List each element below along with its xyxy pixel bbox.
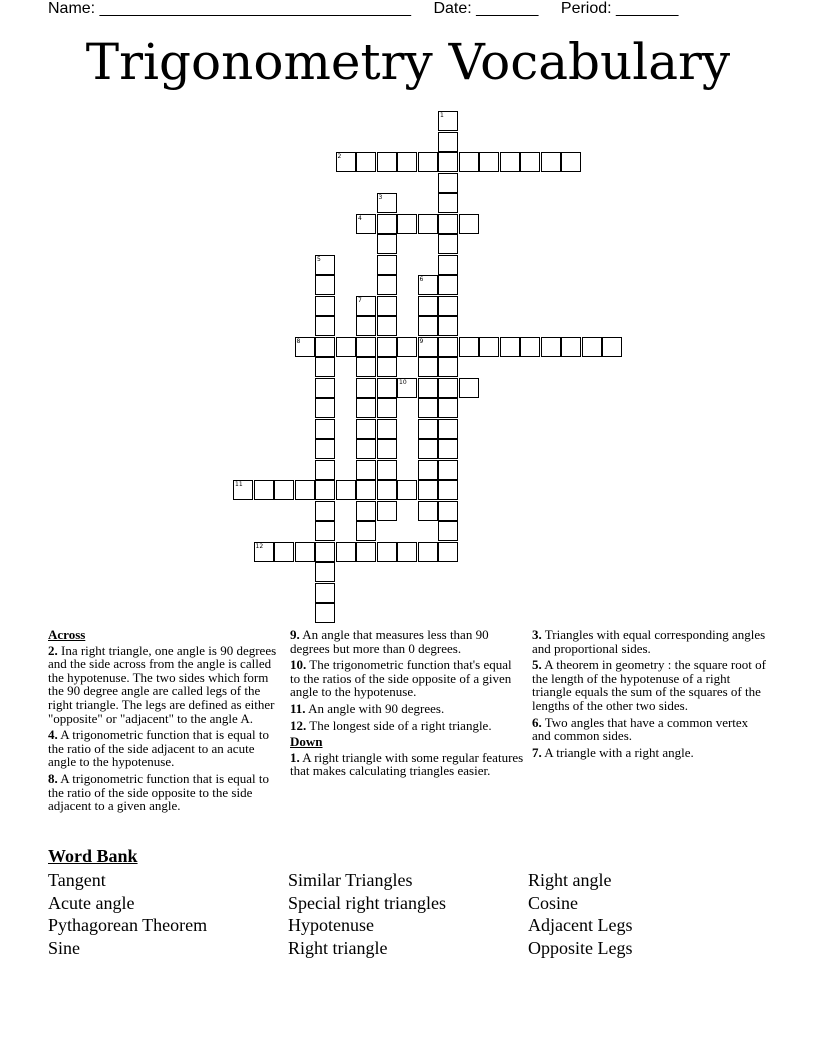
word-bank-item: Sine [48,937,81,958]
crossword-cell[interactable] [438,398,458,418]
crossword-cell[interactable] [274,542,294,562]
crossword-cell[interactable] [377,337,397,357]
crossword-cell[interactable] [561,337,581,357]
crossword-cell[interactable] [438,275,458,295]
crossword-cell[interactable] [356,439,376,459]
crossword-cell[interactable] [315,337,335,357]
crossword-cell[interactable] [459,378,479,398]
crossword-cell[interactable] [602,337,622,357]
word-bank-item: Adjacent Legs [528,915,633,936]
crossword-cell[interactable] [418,357,438,377]
crossword-cell[interactable] [438,316,458,336]
crossword-cell[interactable] [377,255,397,275]
clue-number: 7 [358,296,362,304]
crossword-cell[interactable] [315,439,335,459]
crossword-cell[interactable] [438,152,458,172]
crossword-cell[interactable] [438,542,458,562]
crossword-cell[interactable] [582,337,602,357]
crossword-cell[interactable] [377,480,397,500]
crossword-cell[interactable] [418,419,438,439]
crossword-cell[interactable] [377,214,397,234]
crossword-cell[interactable] [397,378,417,398]
crossword-cell[interactable] [541,152,561,172]
crossword-cell[interactable] [356,337,376,357]
crossword-cell[interactable] [274,480,294,500]
crossword-cell[interactable] [418,460,438,480]
crossword-cell[interactable] [438,378,458,398]
crossword-cell[interactable] [377,316,397,336]
crossword-cell[interactable] [438,173,458,193]
crossword-cell[interactable] [356,501,376,521]
crossword-cell[interactable] [315,419,335,439]
crossword-cell[interactable] [377,439,397,459]
crossword-cell[interactable] [356,398,376,418]
crossword-cell[interactable] [418,542,438,562]
crossword-cell[interactable] [418,337,438,357]
word-bank-item: Pythagorean Theorem [48,915,208,936]
crossword-cell[interactable] [438,337,458,357]
crossword-cell[interactable] [254,480,274,500]
crossword-cell[interactable] [315,480,335,500]
clue-down-7: 7. A triangle with a right angle. [532,744,694,760]
clue-down-3: 3. Triangles with equal corresponding angles and proportional sides. [532,627,766,656]
crossword-cell[interactable] [356,357,376,377]
clue-number: 3 [378,194,383,201]
crossword-cell[interactable] [356,542,376,562]
crossword-cell[interactable] [438,480,458,500]
clue-across-10: 10. The trigonometric function that's equal to the ratios of the side opposite of a given angle to the hypotenuse. [290,657,512,700]
clue-number: 8 [296,337,301,345]
crossword-cell[interactable] [438,296,458,316]
crossword-cell[interactable] [438,357,458,377]
word-bank-item: Special right triangles [288,892,446,913]
crossword-cell[interactable] [479,152,499,172]
crossword-cell[interactable] [356,460,376,480]
crossword-cell[interactable] [315,275,335,295]
clue-number: 9 [419,337,424,345]
crossword-cell[interactable] [438,439,458,459]
crossword-cell[interactable] [418,378,438,398]
clue-across-8: 8. A trigonometric function that is equal to the ratio of the side opposite to the side adjacent to a given angle. [48,770,269,814]
crossword-cell[interactable] [336,480,356,500]
down-heading: Down [290,734,323,750]
word-bank-item: Similar Triangles [288,870,413,890]
word-bank-title: Word Bank [48,846,138,866]
crossword-cell[interactable] [356,378,376,398]
crossword-cell[interactable] [377,419,397,439]
crossword-cell[interactable] [377,398,397,418]
word-bank-item: Cosine [528,892,579,913]
crossword-cell[interactable] [233,480,253,500]
crossword-cell[interactable] [377,296,397,316]
crossword-cell[interactable] [459,337,479,357]
clue-column-3 [532,628,766,762]
crossword-cell[interactable] [520,152,540,172]
clue-down-1: 1. A right triangle with some regular features that makes calculating triangles easier. [290,749,524,779]
period-field[interactable]: Period: _______ [560,0,679,17]
crossword-cell[interactable] [336,152,356,172]
crossword-cell[interactable] [418,398,438,418]
clue-across-4: 4. A trigonometric function that is equal to the ratio of the side adjacent to an acute angle to the hypotenuse. [48,727,269,770]
crossword-cell[interactable] [418,480,438,500]
crossword-cell[interactable] [315,501,335,521]
crossword-cell[interactable] [356,214,376,234]
clue-across-9: 9. An angle that measures less than 90 degrees but more than 0 degrees. [290,627,489,656]
crossword-cell[interactable] [438,460,458,480]
clue-column-2 [290,628,524,781]
clue-number: 2 [337,153,342,160]
crossword-cell[interactable] [500,152,520,172]
across-heading: Across [48,627,86,642]
clue-across-12: 12. The longest side of a right triangle. [290,717,492,733]
crossword-cell[interactable] [397,542,417,562]
crossword-cell[interactable] [315,583,335,603]
crossword-cell[interactable] [438,255,458,275]
crossword-cell[interactable] [315,542,335,562]
page-title: Trigonometry Vocabulary [85,33,731,91]
crossword-cell[interactable] [418,214,438,234]
crossword-cell[interactable] [356,521,376,541]
crossword-cell[interactable] [397,152,417,172]
crossword-cell[interactable] [295,480,315,500]
crossword-cell[interactable] [377,275,397,295]
crossword-cell[interactable] [336,542,356,562]
crossword-cell[interactable] [459,214,479,234]
crossword-cell[interactable] [418,316,438,336]
crossword-cell[interactable] [520,337,540,357]
crossword-cell[interactable] [377,460,397,480]
crossword-cell[interactable] [561,152,581,172]
crossword-cell[interactable] [377,234,397,254]
crossword-cell[interactable] [397,480,417,500]
crossword-cell[interactable] [377,193,397,213]
crossword-cell[interactable] [356,152,376,172]
crossword-cell[interactable] [377,542,397,562]
crossword-cell[interactable] [315,378,335,398]
crossword-cell[interactable] [438,132,458,152]
word-bank [48,845,768,959]
clue-number: 5 [317,255,321,263]
word-bank-item: Acute angle [48,892,135,913]
clue-across-11: 11. An angle with 90 degrees. [290,700,445,716]
crossword-cell[interactable] [438,419,458,439]
clue-number: 4 [358,214,362,222]
crossword-cell[interactable] [356,296,376,316]
clue-number: 1 [440,112,444,119]
crossword-cell[interactable] [438,214,458,234]
date-field[interactable]: Date: _______ [433,0,539,17]
crossword-cell[interactable] [418,439,438,459]
crossword-cell[interactable] [254,542,274,562]
crossword-cell[interactable] [459,152,479,172]
crossword-cell[interactable] [418,275,438,295]
word-bank-item: Right angle [528,870,612,890]
crossword-cell[interactable] [315,460,335,480]
clue-number: 6 [419,276,424,283]
crossword-cell[interactable] [541,337,561,357]
clue-down-5: 5. A theorem in geometry : the square root of the length of the hypotenuse of a right triangle equals the sum of the squares of the lengths of the other two sides. [532,657,766,713]
clue-number: 12 [255,542,264,550]
crossword-cell[interactable] [315,357,335,377]
crossword-cell[interactable] [500,337,520,357]
crossword-cell[interactable] [356,419,376,439]
crossword-cell[interactable] [377,152,397,172]
clue-number: 11 [235,481,243,488]
word-bank-item: Hypotenuse [288,915,374,936]
crossword-cell[interactable] [438,111,458,131]
crossword-cell[interactable] [336,337,356,357]
clue-number: 10 [399,378,407,386]
clue-column-1 [48,628,282,816]
crossword-cell[interactable] [315,316,335,336]
crossword-cell[interactable] [315,603,335,623]
crossword-cell[interactable] [295,337,315,357]
crossword-cell[interactable] [315,562,335,582]
crossword-cell[interactable] [356,480,376,500]
crossword-cell[interactable] [377,501,397,521]
crossword-cell[interactable] [418,501,438,521]
clue-down-6: 6. Two angles that have a common vertex and common sides. [532,714,749,744]
name-field[interactable]: Name: ___________________________________ [48,0,412,17]
crossword-cell[interactable] [315,521,335,541]
crossword-cell[interactable] [397,337,417,357]
crossword-cell[interactable] [295,542,315,562]
word-bank-item: Tangent [48,870,106,890]
crossword-cell[interactable] [418,296,438,316]
crossword-cell[interactable] [438,234,458,254]
crossword-cell[interactable] [377,378,397,398]
word-bank-list [48,869,768,959]
word-bank-item: Opposite Legs [528,937,633,958]
clues-section [48,628,778,838]
crossword-cell[interactable] [418,152,438,172]
crossword-cell[interactable] [438,501,458,521]
crossword-cell[interactable] [438,193,458,213]
crossword-cell[interactable] [356,316,376,336]
crossword-cell[interactable] [397,214,417,234]
crossword-cell[interactable] [479,337,499,357]
crossword-cell[interactable] [315,255,335,275]
crossword-cell[interactable] [315,398,335,418]
word-bank-item: Right triangle [288,937,388,958]
clue-across-2: 2. Ina right triangle, one angle is 90 degrees and the side across from the angle is called the hypotenuse. The two sides which form the 90 degree angle are called legs of the right triangle. The legs are defined as either "opposite" or "adjacent" to the angle A. [48,642,277,726]
crossword-cell[interactable] [315,296,335,316]
crossword-cell[interactable] [377,357,397,377]
crossword-cell[interactable] [438,521,458,541]
